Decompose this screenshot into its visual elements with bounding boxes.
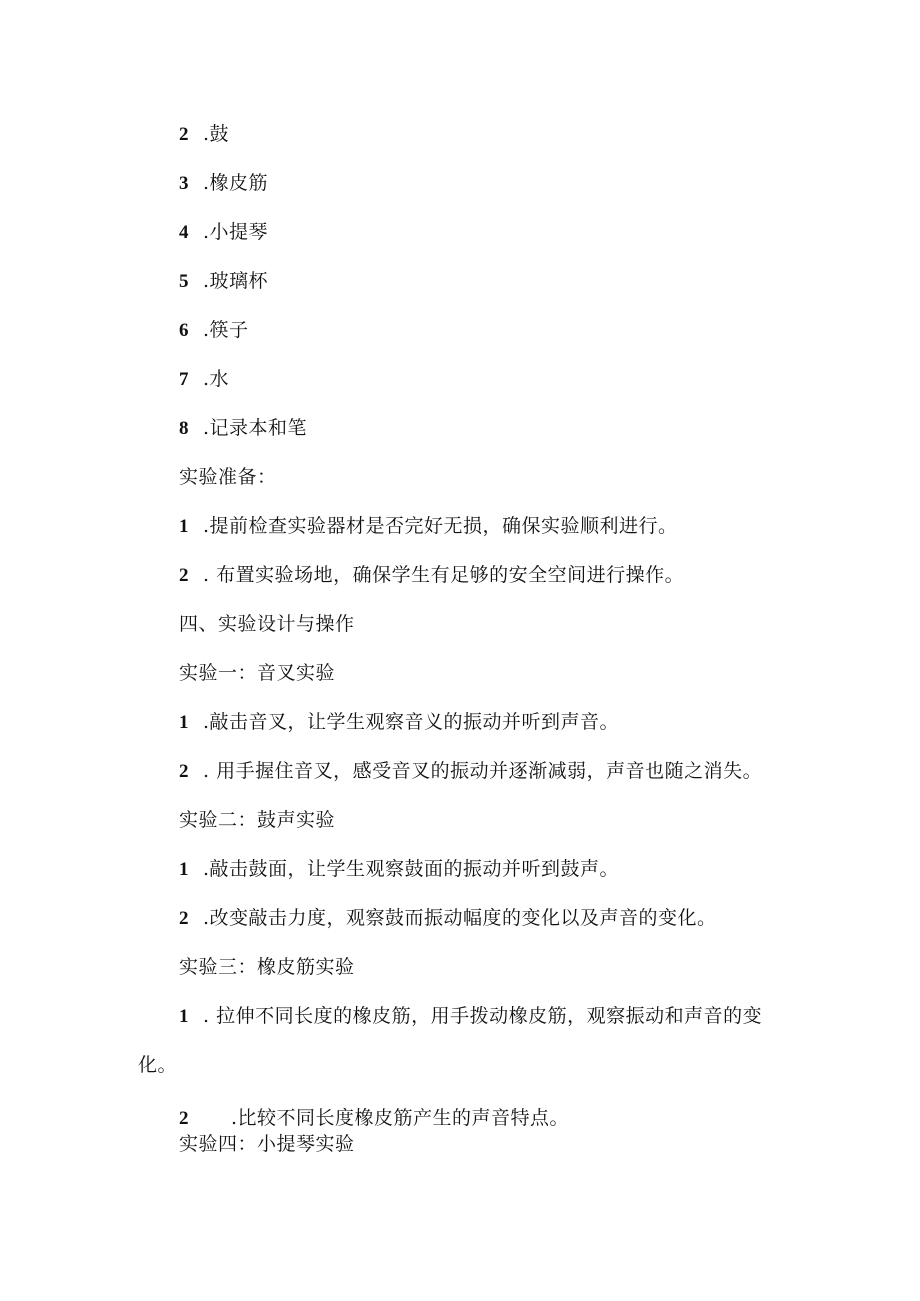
list-item (179, 318, 249, 343)
item-text: .鼓 (203, 123, 230, 145)
item-text: .比较不同长度橡皮筋产生的声音特点。 (231, 1107, 570, 1129)
item-number: 1 (179, 516, 189, 537)
item-number: 7 (179, 369, 189, 390)
list-item (179, 416, 307, 441)
list-item (179, 1004, 762, 1029)
item-number: 1 (179, 712, 189, 733)
item-text: .敲击音叉，让学生观察音义的振动并听到声音。 (203, 711, 620, 733)
list-item (179, 122, 229, 147)
subsection-heading: 实验一：音叉实验 (179, 662, 336, 684)
subsection-heading: 实验三：橡皮筋实验 (179, 956, 355, 978)
list-item (179, 269, 268, 294)
item-text: . 拉伸不同长度的橡皮筋，用手拨动橡皮筋，观察振动和声音的变 (203, 1005, 763, 1027)
item-number: 8 (179, 418, 189, 439)
item-number: 2 (179, 761, 189, 782)
item-number: 3 (179, 173, 189, 194)
item-text: . 布置实验场地，确保学生有足够的安全空间进行操作。 (203, 564, 685, 586)
list-item (179, 1106, 569, 1131)
item-text: .记录本和笔 (203, 417, 308, 439)
item-text: .提前检查实验器材是否完好无损，确保实验顺利进行。 (203, 515, 678, 537)
item-text: .敲击鼓面，让学生观察鼓面的振动并听到鼓声。 (203, 858, 620, 880)
section-heading: 实验准备： (179, 466, 277, 488)
list-item (179, 514, 678, 539)
list-item (179, 171, 268, 196)
list-item (179, 563, 684, 588)
list-item (179, 759, 762, 784)
list-item (179, 710, 619, 735)
item-text: .橡皮筋 (203, 172, 269, 194)
item-number: 2 (179, 1108, 189, 1129)
item-number: 2 (179, 124, 189, 145)
item-text: .小提琴 (203, 221, 269, 243)
list-item (179, 906, 717, 931)
subsection-heading: 实验二：鼓声实验 (179, 809, 336, 831)
subsection-heading: 实验四：小提琴实验 (179, 1133, 355, 1155)
section-heading: 四、实验设计与操作 (179, 613, 355, 635)
item-text: . 用手握住音叉，感受音叉的振动并逐渐减弱，声音也随之消失。 (203, 760, 763, 782)
list-item (179, 220, 268, 245)
list-item (179, 857, 619, 882)
item-text: .玻璃杯 (203, 270, 269, 292)
item-number: 1 (179, 1006, 189, 1027)
item-number: 2 (179, 908, 189, 929)
wrapped-line: 化。 (138, 1054, 178, 1076)
item-text: .筷子 (203, 319, 249, 341)
item-number: 5 (179, 271, 189, 292)
item-number: 2 (179, 565, 189, 586)
item-number: 4 (179, 222, 189, 243)
item-text: .水 (203, 368, 230, 390)
item-text: .改变敲击力度，观察鼓而振动幅度的变化以及声音的变化。 (203, 907, 717, 929)
item-number: 1 (179, 859, 189, 880)
item-number: 6 (179, 320, 189, 341)
list-item (179, 367, 229, 392)
